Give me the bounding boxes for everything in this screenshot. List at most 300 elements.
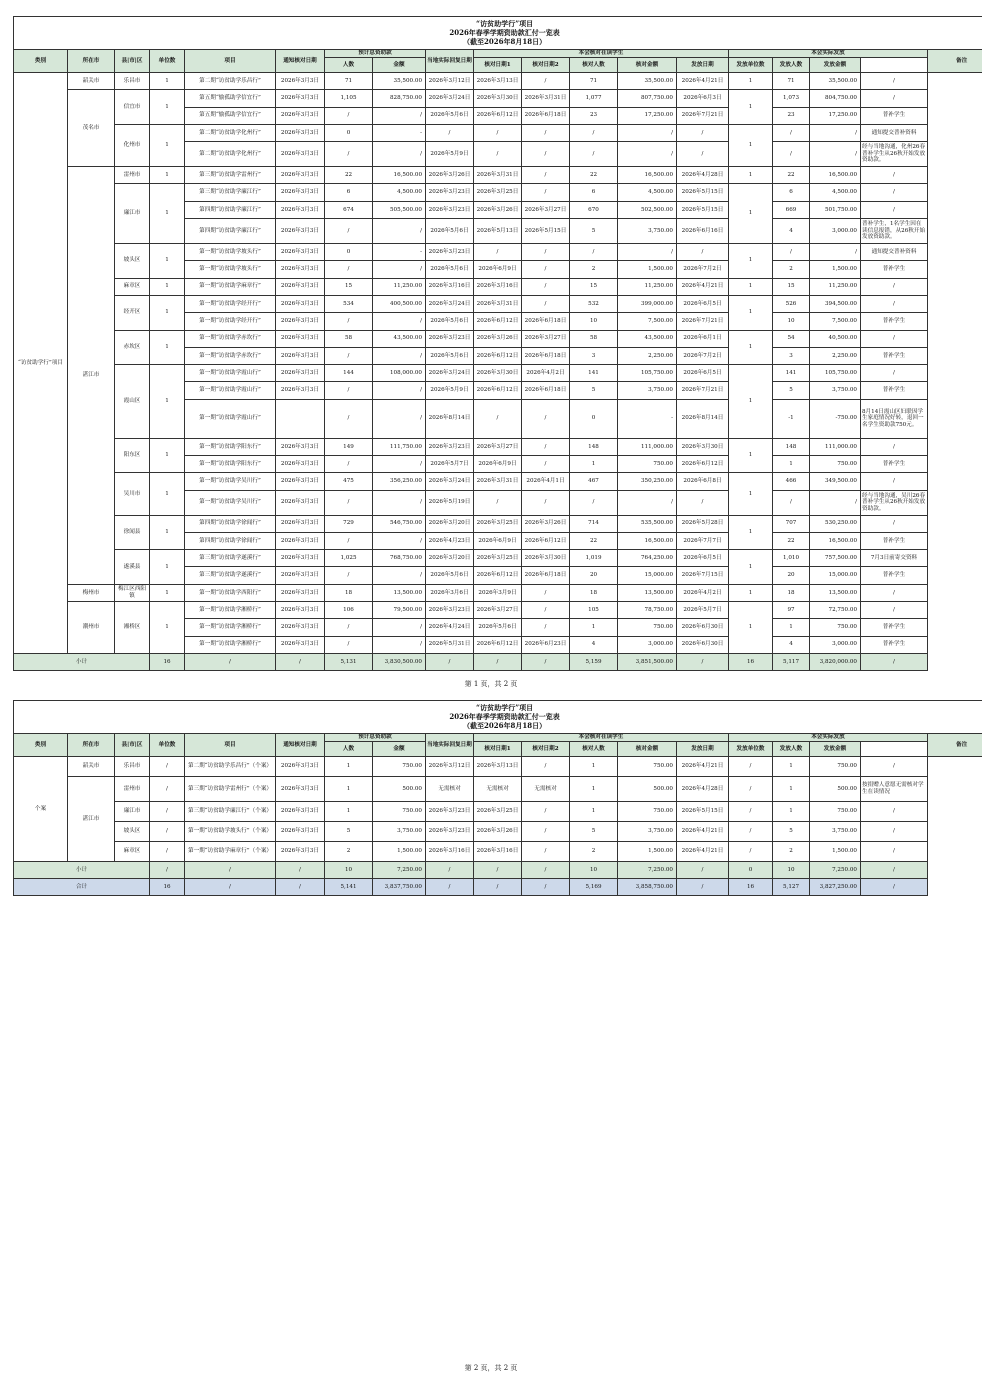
total-row-issue-people: 5,127 [773,878,810,895]
reply-date-cell: 2026年8月14日 [426,399,474,438]
subtotal-row-issue-people: 10 [773,861,810,878]
issue-people-cell: -1 [773,399,810,438]
notify-date-cell: 2026年3月3日 [276,184,325,201]
notify-date-cell: 2026年3月3日 [276,167,325,184]
remark-cell: / [861,602,928,619]
verify-date2-cell: / [522,841,570,861]
county-cell: 徐闻县 [115,515,150,550]
issue-units-cell: / [729,841,773,861]
subtotal-row-remark: / [861,861,928,878]
header-verified: 本会核对在读学生 [474,50,729,58]
project-cell: 第一期“访贫助学麻章行” [185,278,276,295]
verify-people-cell: 141 [570,365,618,382]
issue-date-cell: 2026年7月21日 [677,382,729,399]
notify-date-cell: 2026年3月3日 [276,756,325,776]
reply-date-cell: 2026年3月24日 [426,90,474,107]
subtotal-row-issue-date: / [677,653,729,670]
verify-amount-cell: 16,500.00 [618,532,677,549]
verify-amount-cell: 3,000.00 [618,636,677,653]
issue-date-cell: 2026年6月1日 [677,330,729,347]
category-cell: 个案 [14,756,68,861]
verify-date2-cell: 2026年6月23日 [522,636,570,653]
verify-date2-cell: 2026年6月18日 [522,347,570,364]
verify-amount-cell: 3,750.00 [618,382,677,399]
verify-amount-cell: 350,250.00 [618,473,677,490]
verify-people-cell: 0 [570,399,618,438]
reply-date-cell: 2026年5月7日 [426,456,474,473]
remark-cell: 普补学生 [861,382,928,399]
planned-people-cell: / [325,567,373,584]
issue-people-cell: 23 [773,107,810,124]
subtotal-row-verify-date2: / [522,653,570,670]
verify-date1-cell: / [474,142,522,167]
header-verify-amount: 核对金额 [618,741,677,756]
city-cell: 韶关市 [68,72,115,89]
table-page-2 [13,700,968,896]
table-row [14,821,982,841]
issue-date-cell: 2026年5月28日 [677,515,729,532]
issue-date-cell: 2026年4月21日 [677,841,729,861]
issue-units-cell: 1 [729,515,773,550]
remark-cell: / [861,295,928,312]
reply-date-cell: 2026年3月20日 [426,550,474,567]
header-county: 县|市|区 [115,734,150,757]
city-cell: 韶关市 [68,756,115,776]
table-page-1 [13,16,968,671]
planned-people-cell: / [325,532,373,549]
unit-count-cell: / [150,841,185,861]
table-row [14,330,982,347]
project-cell: 第一期“访贫助学坡头行”（个案） [185,821,276,841]
reply-date-cell: 2026年3月24日 [426,365,474,382]
verify-date1-cell: 2026年6月9日 [474,532,522,549]
project-cell: 第三期“访贫助学雷州行”（个案） [185,776,276,801]
verify-date2-cell: / [522,602,570,619]
verify-people-cell: 1,019 [570,550,618,567]
issue-date-cell: / [677,490,729,515]
subtotal-row-planned-amount: 7,250.00 [373,861,426,878]
issue-amount-cell: 35,500.00 [810,72,861,89]
unit-count-cell: 1 [150,438,185,473]
verify-date1-cell: / [474,244,522,261]
project-cell: 第一期“访贫助学阳东行” [185,456,276,473]
planned-people-cell: / [325,399,373,438]
subtotal-row-verify-amount: 7,250.00 [618,861,677,878]
issue-date-cell: 2026年8月14日 [677,399,729,438]
notify-date-cell: 2026年3月3日 [276,532,325,549]
project-cell: 第一期“访贫助学西阳行” [185,584,276,601]
verify-people-cell: 6 [570,184,618,201]
planned-people-cell: 1,025 [325,550,373,567]
reply-date-cell: 2026年3月23日 [426,801,474,821]
verify-amount-cell: 13,500.00 [618,584,677,601]
verify-date2-cell: 2026年6月18日 [522,567,570,584]
project-cell: 第一期“访贫助学湘桥行” [185,619,276,636]
header-project: 项目 [185,50,276,73]
project-cell: 第三期“访贫助学雷州行” [185,167,276,184]
issue-date-cell: 2026年5月15日 [677,201,729,218]
remark-cell: 7月3日前寄交资料 [861,550,928,567]
verify-date2-cell: 2026年3月31日 [522,90,570,107]
title-line-1: “访贫助学行”项目 [476,703,534,712]
unit-count-cell: 1 [150,602,185,654]
verify-date1-cell: / [474,124,522,141]
verify-date1-cell: 无需核对 [474,776,522,801]
notify-date-cell: 2026年3月3日 [276,776,325,801]
county-cell: 麻章区 [115,841,150,861]
issue-date-cell: 2026年4月28日 [677,776,729,801]
issue-people-cell: 148 [773,438,810,455]
issue-people-cell: 1 [773,619,810,636]
header-verify-date1: 核对日期1 [474,57,522,72]
issue-date-cell: 2026年3月30日 [677,438,729,455]
county-cell: 化州市 [115,124,150,166]
unit-count-cell: 1 [150,244,185,279]
verify-amount-cell: 3,750.00 [618,219,677,244]
total-row-verify-date1: / [474,878,522,895]
verify-date2-cell: / [522,184,570,201]
reply-date-cell: 2026年4月23日 [426,532,474,549]
verify-people-cell: 714 [570,515,618,532]
issue-date-cell: 2026年7月21日 [677,313,729,330]
subtotal-row-reply-date: / [426,653,474,670]
project-cell: 第一期“访贫助学赤坎行” [185,347,276,364]
subtotal-row-verify-amount: 3,851,500.00 [618,653,677,670]
issue-date-cell: 2026年4月28日 [677,167,729,184]
issue-amount-cell: / [810,244,861,261]
verify-date1-cell: 2026年6月12日 [474,636,522,653]
notify-date-cell: 2026年3月3日 [276,313,325,330]
title-line-3: （截至2026年8月18日） [463,36,547,46]
issue-date-cell: 2026年4月2日 [677,584,729,601]
county-cell: 信宜市 [115,90,150,125]
planned-people-cell: / [325,619,373,636]
project-cell: 第一期“访贫助学霞山行” [185,365,276,382]
notify-date-cell: 2026年3月3日 [276,261,325,278]
issue-units-cell: 1 [729,278,773,295]
project-cell: 第四期“访贫助学徐闻行” [185,532,276,549]
planned-amount-cell: - [373,124,426,141]
reply-date-cell: 2026年3月24日 [426,295,474,312]
issue-amount-cell: 105,750.00 [810,365,861,382]
county-cell: 阳东区 [115,438,150,473]
verify-date1-cell: 2026年3月31日 [474,473,522,490]
title-line-2: 2026年春季学期资助款汇付一览表 [449,711,560,721]
verify-date1-cell: 2026年6月12日 [474,567,522,584]
reply-date-cell: 2026年5月6日 [426,107,474,124]
issue-people-cell: / [773,244,810,261]
total-row-verify-people: 5,169 [570,878,618,895]
remark-cell: / [861,90,928,107]
planned-amount-cell: 79,500.00 [373,602,426,619]
issue-date-cell: 2026年6月30日 [677,619,729,636]
issue-amount-cell: 111,000.00 [810,438,861,455]
verify-amount-cell: 105,750.00 [618,365,677,382]
issue-amount-cell: 1,500.00 [810,261,861,278]
verify-date2-cell: / [522,72,570,89]
issue-units-cell: / [729,756,773,776]
issue-amount-cell: 16,500.00 [810,167,861,184]
verify-date1-cell: 2026年3月13日 [474,756,522,776]
issue-amount-cell: 1,500.00 [810,841,861,861]
issue-date-cell: 2026年6月5日 [677,365,729,382]
issue-units-cell: / [729,821,773,841]
total-row-verify-date2: / [522,878,570,895]
county-cell: 坡头区 [115,821,150,841]
remark-cell: 普补学生 [861,456,928,473]
reply-date-cell: / [426,124,474,141]
verify-date2-cell: / [522,756,570,776]
subtotal-row-planned-people: 5,131 [325,653,373,670]
header-verified: 本会核对在读学生 [474,734,729,742]
reply-date-cell: 2026年3月23日 [426,438,474,455]
header-planned-amount: 金额 [373,57,426,72]
header-remark: 备注 [928,50,982,73]
county-cell: 遂溪县 [115,550,150,585]
issue-date-cell: 2026年5月15日 [677,184,729,201]
project-cell: 第三期“访贫助学遂溪行” [185,567,276,584]
county-cell: 经开区 [115,295,150,330]
remark-cell: 8月14日霞山区妇联因学生家庭情况好转，退回一名学生资助款750元。 [861,399,928,438]
reply-date-cell: 2026年3月24日 [426,473,474,490]
notify-date-cell: 2026年3月3日 [276,72,325,89]
unit-count-cell: 1 [150,365,185,439]
unit-count-cell: 1 [150,584,185,601]
total-row-notify-date: / [276,878,325,895]
verify-date2-cell: / [522,490,570,515]
remark-cell: / [861,330,928,347]
issue-units-cell: 1 [729,602,773,654]
issue-date-cell: 2026年6月12日 [677,456,729,473]
issue-people-cell: / [773,124,810,141]
issue-people-cell: 526 [773,295,810,312]
remark-cell: / [861,72,928,89]
issue-units-cell: 1 [729,167,773,184]
subtotal-row-notify-date: / [276,861,325,878]
header-reply-date: 当地实际回复日期 [426,50,474,73]
notify-date-cell: 2026年3月3日 [276,347,325,364]
planned-amount-cell: 43,500.00 [373,330,426,347]
verify-people-cell: 1 [570,619,618,636]
subtotal-row-verify-date1: / [474,653,522,670]
verify-people-cell: 1 [570,756,618,776]
verify-amount-cell: 15,000.00 [618,567,677,584]
planned-people-cell: 0 [325,124,373,141]
project-cell: 第二期“访贫助学乐昌行” [185,72,276,89]
verify-people-cell: / [570,142,618,167]
planned-amount-cell: 13,500.00 [373,584,426,601]
issue-amount-cell: 72,750.00 [810,602,861,619]
reply-date-cell: 2026年5月6日 [426,567,474,584]
planned-amount-cell: 828,750.00 [373,90,426,107]
total-row-unit-count: 16 [150,878,185,895]
issue-date-cell: 2026年6月5日 [677,295,729,312]
verify-people-cell: 22 [570,532,618,549]
remark-cell: 普补学生 [861,347,928,364]
verify-people-cell: 1 [570,776,618,801]
planned-people-cell: 1 [325,756,373,776]
table-row [14,756,982,776]
verify-people-cell: 3 [570,347,618,364]
total-row-project: / [185,878,276,895]
issue-people-cell: 4 [773,219,810,244]
issue-people-cell: 1,010 [773,550,810,567]
notify-date-cell: 2026年3月3日 [276,636,325,653]
remark-cell: / [861,365,928,382]
verify-date2-cell: 2026年3月27日 [522,201,570,218]
verify-date1-cell: 2026年6月12日 [474,347,522,364]
total-row-reply-date: / [426,878,474,895]
allocation-table-1 [13,16,982,671]
issue-people-cell: 20 [773,567,810,584]
planned-people-cell: 0 [325,244,373,261]
notify-date-cell: 2026年3月3日 [276,438,325,455]
verify-amount-cell: 750.00 [618,456,677,473]
notify-date-cell: 2026年3月3日 [276,584,325,601]
header-issue-amount: 发放金额 [810,741,861,756]
reply-date-cell: 2026年5月6日 [426,219,474,244]
planned-amount-cell: / [373,313,426,330]
planned-people-cell: / [325,261,373,278]
planned-people-cell: / [325,456,373,473]
notify-date-cell: 2026年3月3日 [276,567,325,584]
reply-date-cell: 2026年5月9日 [426,382,474,399]
planned-people-cell: 5 [325,821,373,841]
project-cell: 第一期“访贫助学吴川行” [185,473,276,490]
verify-date2-cell: 2026年4月2日 [522,365,570,382]
issue-date-cell: 2026年7月15日 [677,567,729,584]
verify-amount-cell: 1,500.00 [618,261,677,278]
verify-people-cell: 18 [570,584,618,601]
verify-people-cell: / [570,490,618,515]
planned-people-cell: 729 [325,515,373,532]
issue-amount-cell: 40,500.00 [810,330,861,347]
header-city: 所在市 [68,50,115,73]
project-cell: 第五期“愉孤助学信宜行” [185,90,276,107]
verify-amount-cell: 11,250.00 [618,278,677,295]
table-row [14,295,982,312]
issue-units-cell: 1 [729,90,773,125]
issue-units-cell: 1 [729,584,773,601]
verify-date2-cell: / [522,167,570,184]
header-project: 项目 [185,734,276,757]
notify-date-cell: 2026年3月3日 [276,490,325,515]
project-cell: 第二期“访贫助学化州行” [185,124,276,141]
remark-cell: 普补学生，1名学生因在读信息报错，从26秋开始发放资助款。 [861,219,928,244]
planned-people-cell: 18 [325,584,373,601]
subtotal-row-project: / [185,861,276,878]
issue-units-cell: 1 [729,72,773,89]
notify-date-cell: 2026年3月3日 [276,550,325,567]
subtotal-row-verify-date1: / [474,861,522,878]
planned-amount-cell: 1,500.00 [373,841,426,861]
county-cell: 乐昌市 [115,756,150,776]
subtotal-row-label: 小计 [14,861,150,878]
remark-cell: / [861,801,928,821]
verify-people-cell: 105 [570,602,618,619]
planned-amount-cell: 505,500.00 [373,201,426,218]
total-row [14,878,982,895]
project-cell: 第一期“访贫助学阳东行” [185,438,276,455]
issue-people-cell: 5 [773,821,810,841]
header-issue-people: 发放人数 [773,741,810,756]
unit-count-cell: 1 [150,295,185,330]
total-row-issue-date: / [677,878,729,895]
verify-amount-cell: 4,500.00 [618,184,677,201]
issue-units-cell: 1 [729,365,773,439]
verify-people-cell: 10 [570,313,618,330]
unit-count-cell: 1 [150,124,185,166]
table-row [14,167,982,184]
notify-date-cell: 2026年3月3日 [276,201,325,218]
county-cell: 湘桥区 [115,602,150,654]
notify-date-cell: 2026年3月3日 [276,619,325,636]
planned-people-cell: 1 [325,776,373,801]
issue-amount-cell: 501,750.00 [810,201,861,218]
planned-amount-cell: 16,500.00 [373,167,426,184]
verify-date2-cell: / [522,142,570,167]
verify-date2-cell: / [522,619,570,636]
remark-cell: / [861,515,928,532]
reply-date-cell: 2026年3月23日 [426,602,474,619]
planned-amount-cell: / [373,382,426,399]
issue-amount-cell: 11,250.00 [810,278,861,295]
verify-people-cell: 532 [570,295,618,312]
subtotal-row-notify-date: / [276,653,325,670]
verify-date2-cell: / [522,244,570,261]
unit-count-cell: 1 [150,550,185,585]
verify-amount-cell: 502,500.00 [618,201,677,218]
remark-cell: 通知提交普补资料 [861,124,928,141]
issue-people-cell: 2 [773,261,810,278]
issue-amount-cell: 3,750.00 [810,821,861,841]
header-issued: 本会实际发放 [729,50,928,58]
header-planned-people: 人数 [325,741,373,756]
issue-date-cell: 2026年7月2日 [677,261,729,278]
remark-cell: / [861,473,928,490]
verify-people-cell: 58 [570,330,618,347]
total-row-remark: / [861,878,928,895]
header-row [14,50,982,58]
verify-date1-cell: 2026年6月9日 [474,261,522,278]
verify-amount-cell: 500.00 [618,776,677,801]
issue-people-cell: 15 [773,278,810,295]
verify-people-cell: 5 [570,382,618,399]
verify-date2-cell: / [522,456,570,473]
issue-amount-cell: 7,500.00 [810,313,861,330]
planned-people-cell: 1,105 [325,90,373,107]
planned-people-cell: / [325,313,373,330]
planned-people-cell: / [325,490,373,515]
verify-people-cell: 148 [570,438,618,455]
table-row [14,473,982,490]
subtotal-row-verify-date2: / [522,861,570,878]
county-cell: 吴川市 [115,473,150,515]
verify-date1-cell: 2026年6月12日 [474,382,522,399]
header-verify-amount: 核对金额 [618,57,677,72]
issue-amount-cell: 804,750.00 [810,90,861,107]
notify-date-cell: 2026年3月3日 [276,365,325,382]
header-verify-people: 核对人数 [570,57,618,72]
planned-people-cell: 534 [325,295,373,312]
issue-people-cell: 466 [773,473,810,490]
county-cell: 廉江市 [115,184,150,244]
verify-date2-cell: 2026年6月12日 [522,532,570,549]
project-cell: 第四期“访贫助学徐闻行” [185,515,276,532]
planned-people-cell: 106 [325,602,373,619]
subtotal-row [14,861,982,878]
verify-amount-cell: / [618,142,677,167]
